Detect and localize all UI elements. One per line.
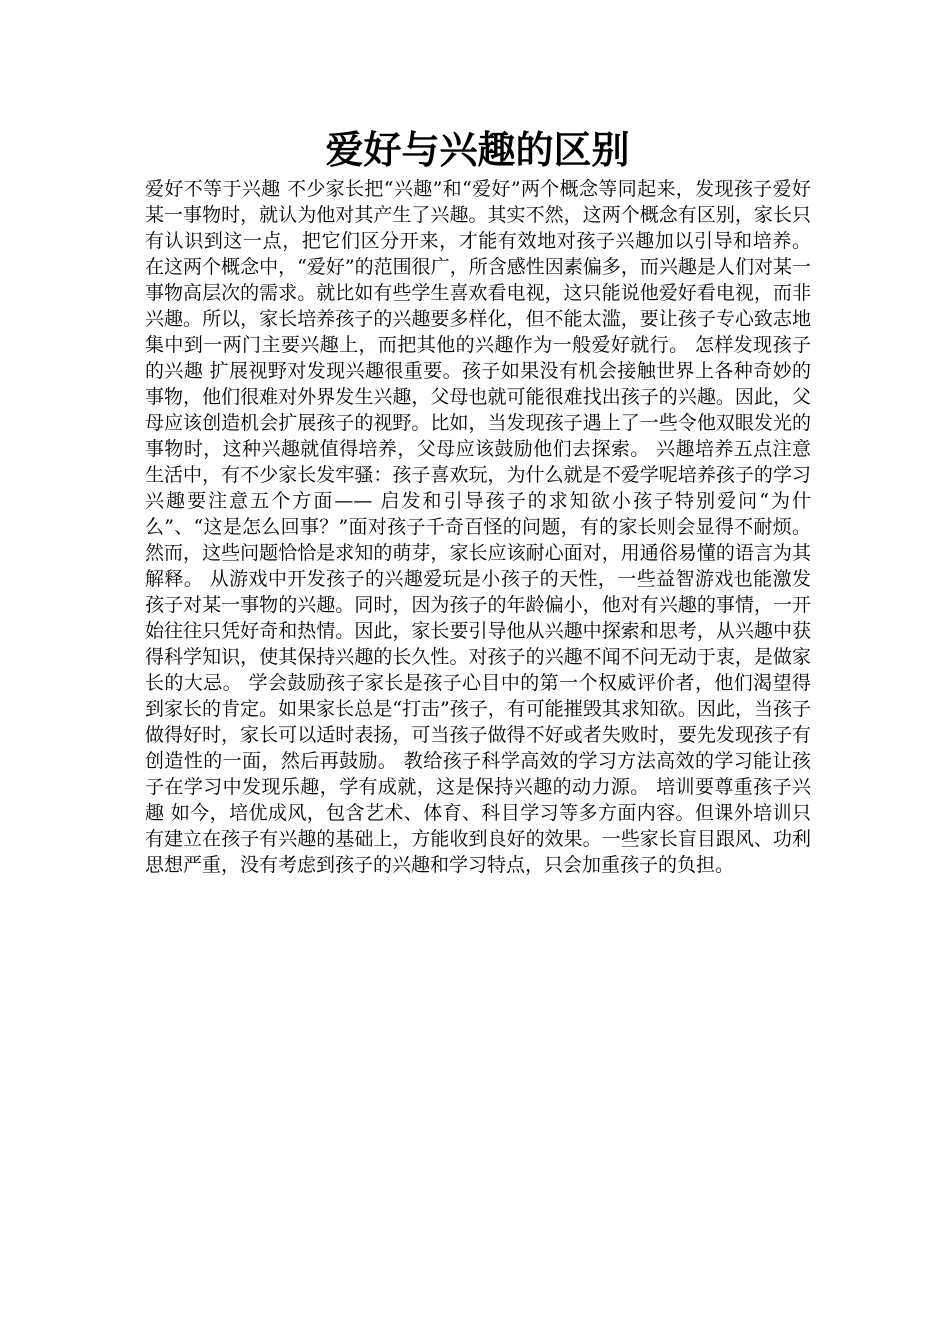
document-body: 爱好不等于兴趣 不少家长把“兴趣”和“爱好”两个概念等同起来，发现孩子爱好某一事物时，就认为他对其产生了兴趣。其实不然，这两个概念有区别，家长只有认识到这一点，把它们区分开来，才能有效地对孩子兴趣加以引导和培养。 在这两个概念中，“爱好”的范围很广，所含感性因素偏多，而兴趣是人们对某一事物高层次的需求。就比如有些学生喜欢看电视，这只能说他爱好看电视，而非兴趣。所以，家长培养孩子的兴趣要多样化，但不能太滥，要让孩子专心致志地集中到一两门主要兴趣上，而把其他的兴趣作为一般爱好就行。 怎样发现孩子的兴趣 扩展视野对发现兴趣很重要。孩子如果没有机会接触世界上各种奇妙的事物，他们很难对外界发生兴趣，父母也就可能很难找出孩子的兴趣。因此，父母应该创造机会扩展孩子的视野。比如，当发现孩子遇上了一些令他双眼发光的事物时，这种兴趣就值得培养，父母应该鼓励他们去探索。 兴趣培养五点注意 生活中，有不少家长发牢骚：孩子喜欢玩，为什么就是不爱学呢培养孩子的学习兴趣要注意五个方面—— 启发和引导孩子的求知欲小孩子特别爱问“为什么”、“这是怎么回事？”面对孩子千奇百怪的问题，有的家长则会显得不耐烦。然而，这些问题恰恰是求知的萌芽，家长应该耐心面对，用通俗易懂的语言为其解释。 从游戏中开发孩子的兴趣爱玩是小孩子的天性，一些益智游戏也能激发孩子对某一事物的兴趣。同时，因为孩子的年龄偏小，他对有兴趣的事情，一开始往往只凭好奇和热情。因此，家长要引导他从兴趣中探索和思考，从兴趣中获得科学知识，使其保持兴趣的长久性。对孩子的兴趣不闻不问无动于衷，是做家长的大忌。 学会鼓励孩子家长是孩子心目中的第一个权威评价者，他们渴望得到家长的肯定。如果家长总是“打击”孩子，有可能摧毁其求知欲。因此，当孩子做得好时，家长可以适时表扬，可当孩子做得不好或者失败时，要先发现孩子有创造性的一面，然后再鼓励。 教给孩子科学高效的学习方法高效的学习能让孩子在学习中发现乐趣，学有成就，这是保持兴趣的动力源。 培训要尊重孩子兴趣 如今，培优成风，包含艺术、体育、科目学习等多方面内容。但课外培训只有建立在孩子有兴趣的基础上，方能收到良好的效果。一些家长盲目跟风、功利思想严重，没有考虑到孩子的兴趣和学习特点，只会加重孩子的负担。 xyxy=(145,178,811,876)
document-title: 爱好与兴趣的区别 xyxy=(325,127,630,172)
